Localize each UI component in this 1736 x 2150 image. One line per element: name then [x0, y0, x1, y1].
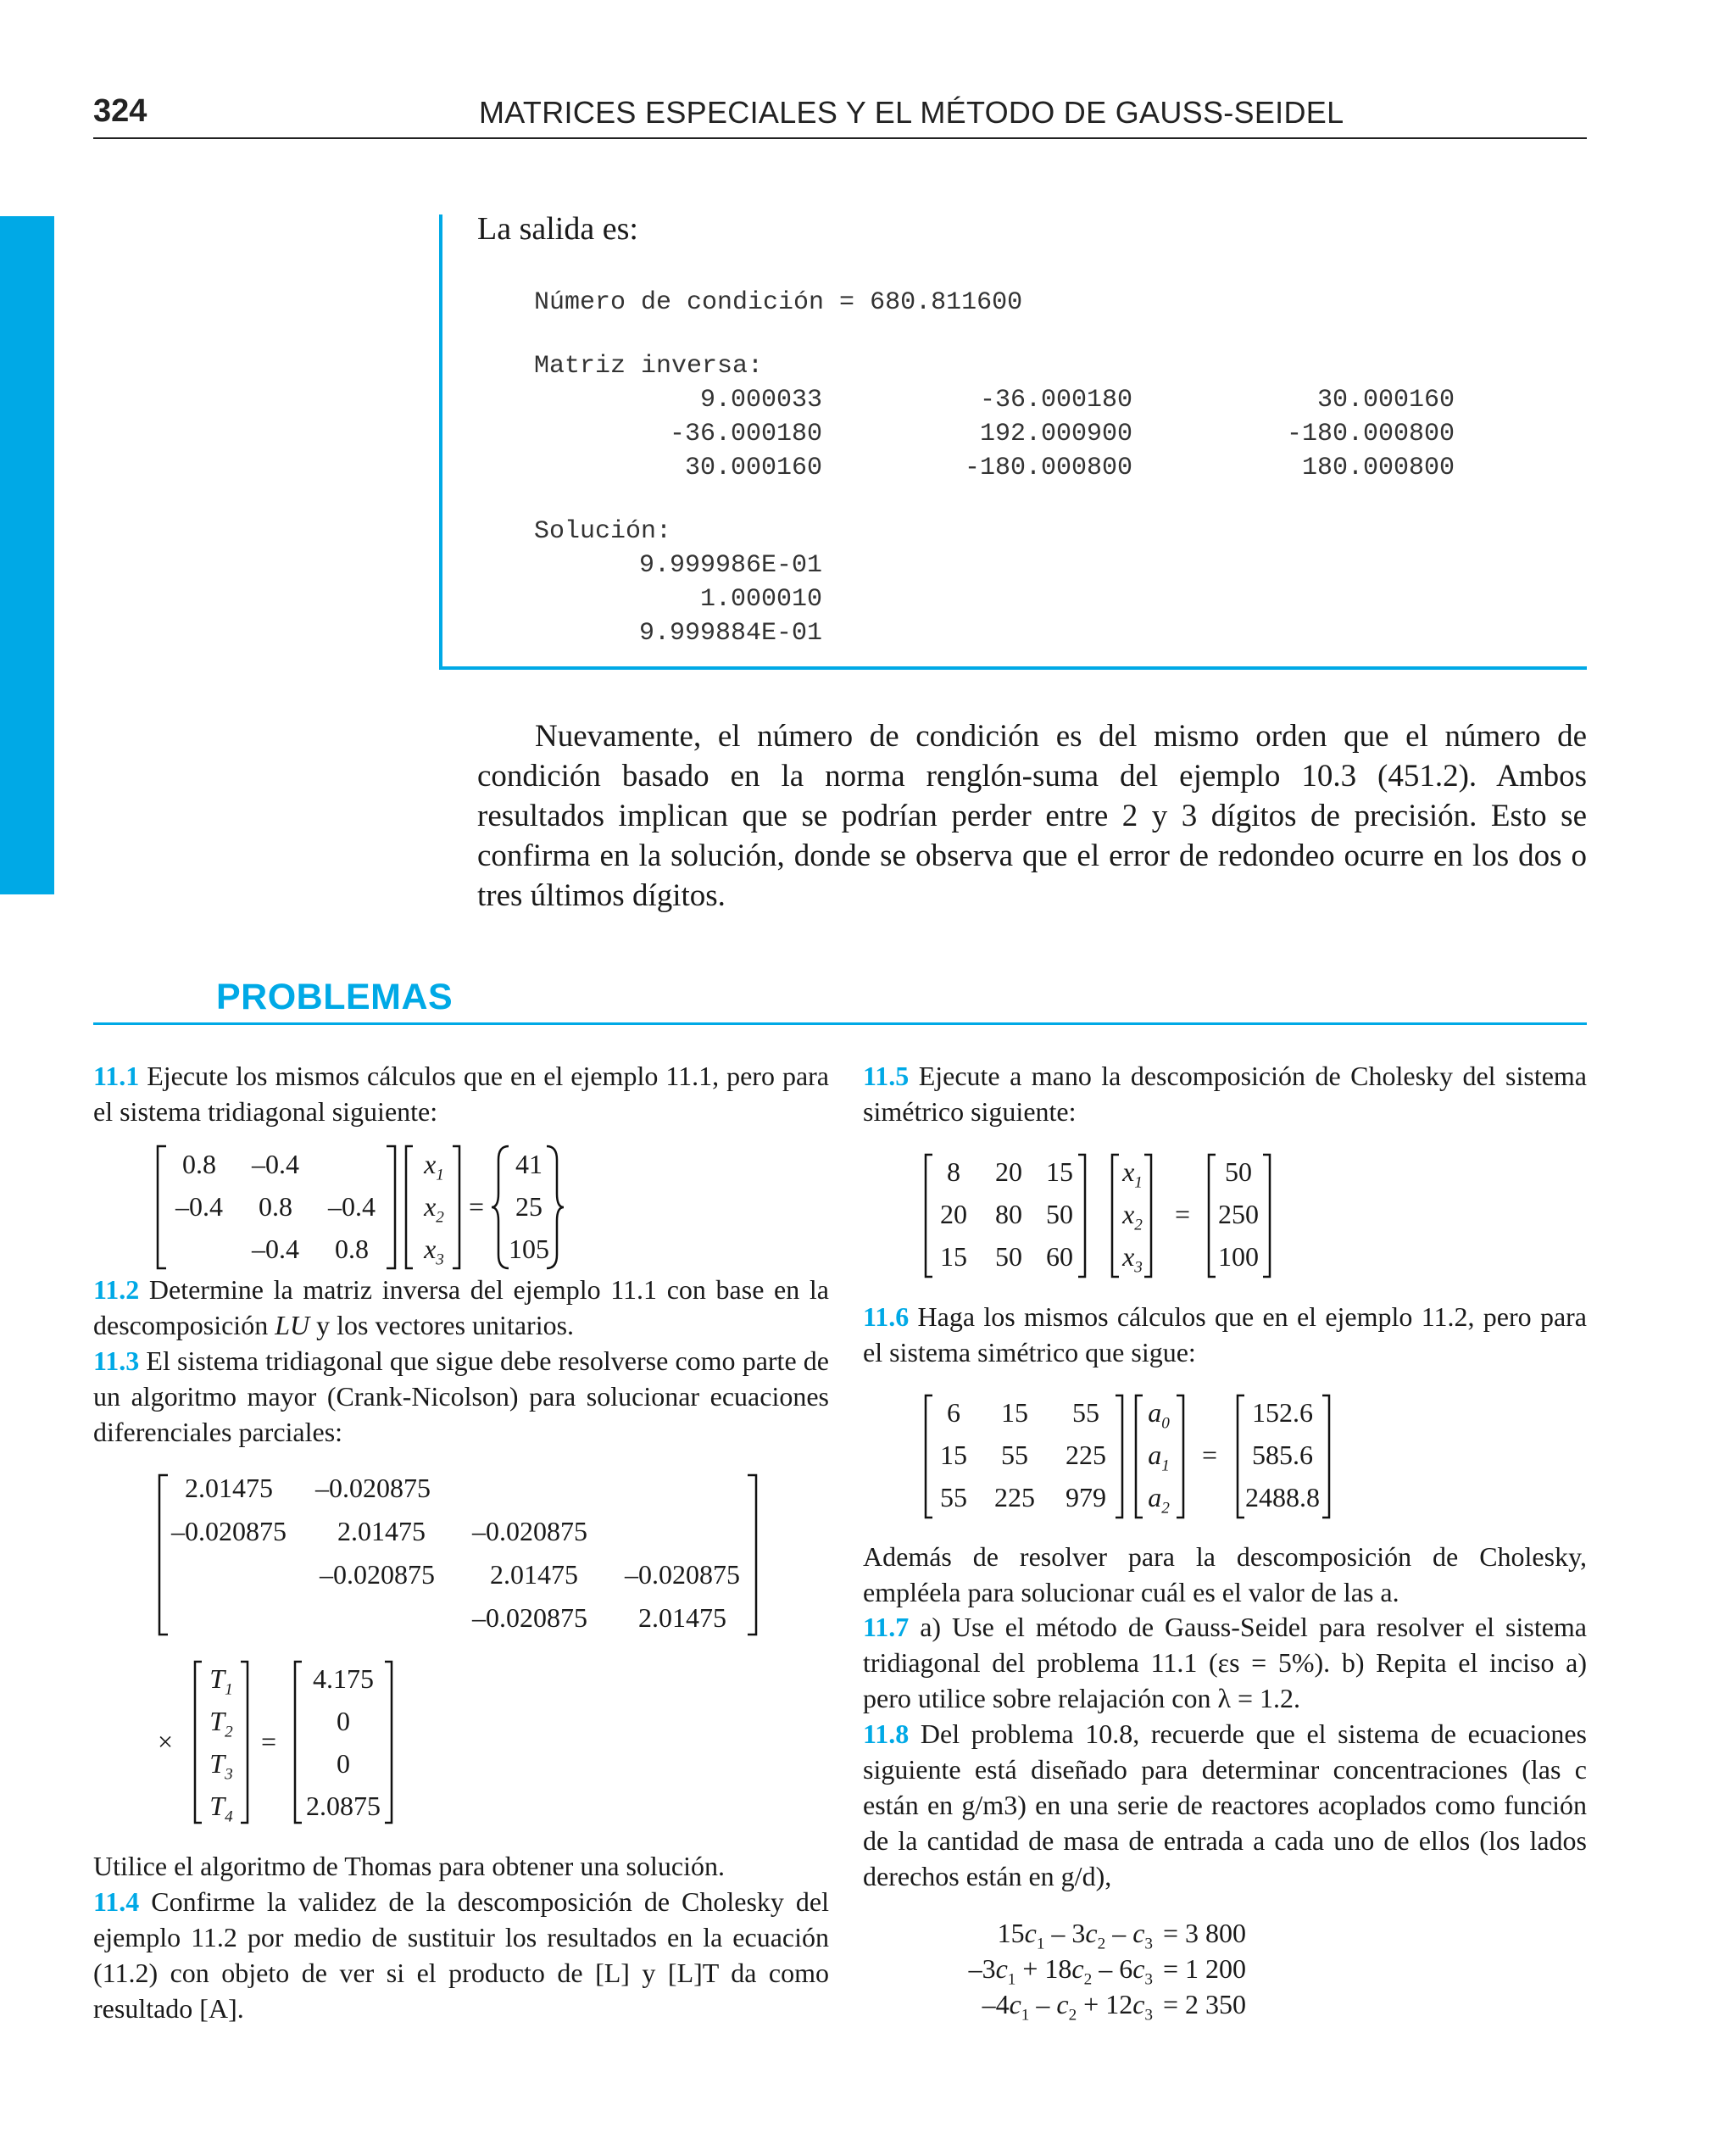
- matrix-cell: 0.8: [259, 1191, 292, 1222]
- solution-label: Solución:: [534, 517, 672, 546]
- matrix-cell: 2.01475: [337, 1516, 426, 1546]
- vector-unknown: $T_3$: [209, 1748, 233, 1784]
- matrix-cell: 55: [1001, 1440, 1028, 1470]
- matrix-cell: 50: [1046, 1199, 1073, 1229]
- matrix-cell: 15: [1001, 1397, 1028, 1428]
- inverse-cell: -36.000180: [669, 420, 822, 448]
- problem-text: Ejecute a mano la descomposición de Cholesky del sistema simétrico siguiente:: [863, 1061, 1587, 1127]
- problem-number: 11.1: [93, 1061, 140, 1091]
- vector-unknown: $x_2$: [424, 1191, 444, 1227]
- matrix-cell: 2.01475: [490, 1559, 578, 1590]
- equals-sign: =: [1174, 1199, 1191, 1229]
- matrix-cell: 2.01475: [185, 1473, 273, 1503]
- vector-unknown: $x_1$: [1122, 1156, 1143, 1192]
- section-title: PROBLEMAS: [216, 977, 453, 1017]
- matrix-cell: 2.01475: [638, 1602, 726, 1633]
- vector-unknown: $x_3$: [424, 1234, 444, 1269]
- problem-text: y los vectores unitarios.: [309, 1310, 575, 1340]
- matrix-cell: 20: [940, 1199, 967, 1229]
- matrix-cell: 225: [994, 1482, 1035, 1512]
- matrix-cell: 15: [940, 1440, 967, 1470]
- matrix-cell: 6: [947, 1397, 960, 1428]
- problem-11-7: [863, 1609, 1587, 1716]
- problem-number: 11.3: [93, 1345, 140, 1376]
- vector-unknown: $T_1$: [209, 1663, 233, 1699]
- matrix-cell: 55: [1072, 1397, 1099, 1428]
- matrix-cell: 225: [1066, 1440, 1106, 1470]
- equals-sign: =: [1201, 1440, 1218, 1470]
- equation-rhs: = 1 200: [1163, 1953, 1247, 1984]
- problem-text: Ejecute los mismos cálculos que en el ejemplo 11.1, pero para el sistema tridiagonal siguiente:: [93, 1061, 830, 1127]
- problem-number: 11.5: [863, 1061, 910, 1091]
- rhs-value: 50: [1225, 1156, 1252, 1187]
- matrix-cell: –0.4: [252, 1149, 299, 1179]
- problem-text-italic: LU: [275, 1310, 310, 1340]
- problem-number: 11.7: [863, 1612, 910, 1642]
- problem-11-3-followup: Utilice el algoritmo de Thomas para obtener una solución.: [93, 1851, 725, 1881]
- rhs-value: 4.175: [313, 1663, 374, 1694]
- solution-value: 9.999884E-01: [638, 619, 822, 648]
- inverse-cell: 192.000900: [979, 420, 1132, 448]
- inverse-cell: 30.000160: [684, 454, 822, 482]
- equation-lhs: $-3c_1 + 18c_2 - 6c_3$: [968, 1953, 1153, 1989]
- inverse-cell: 180.000800: [1301, 454, 1455, 482]
- problem-number: 11.6: [863, 1301, 910, 1332]
- inverse-cell: 30.000160: [1316, 386, 1455, 415]
- equation-rhs: = 2 350: [1163, 1989, 1247, 2019]
- problem-text: Confirme la validez de la descomposición de Cholesky del ejemplo 11.2 por medio de sustituir los resultados en la ecuación (11.2) con objeto de ver si el producto de [L] y [L]T da como resultado [A].: [93, 1886, 830, 2024]
- body-paragraph: Nuevamente, el número de condición es del mismo orden que el número de condición basado en la norma renglón-suma del ejemplo 10.3 (451.2). Ambos resultados implican que se podrían perder entre 2 y 3 dígitos de precisión. Esto se confirma en la solución, donde se observa que el error de redondeo ocurre en los dos o tres últimos dígitos.: [477, 719, 1587, 913]
- matrix-cell: –0.020875: [315, 1473, 431, 1503]
- rhs-value: 100: [1218, 1241, 1259, 1272]
- rhs-value: 152.6: [1252, 1397, 1313, 1428]
- inverse-cell: -180.000800: [964, 454, 1132, 482]
- problem-text: El sistema tridiagonal que sigue debe resolverse como parte de un algoritmo mayor (Crank-Nicolson) para solucionar ecuaciones diferenciales parciales:: [93, 1345, 830, 1447]
- problem-text: a) Use el método de Gauss-Seidel para resolver el sistema tridiagonal del problema 11.1 (εs = 5%). b) Repita el inciso a) pero utilice sobre relajación con λ = 1.2.: [863, 1612, 1588, 1713]
- matrix-cell: 15: [940, 1241, 967, 1272]
- matrix-cell: –0.020875: [320, 1559, 435, 1590]
- rhs-value: 2488.8: [1245, 1482, 1320, 1512]
- rhs-value: 105: [509, 1234, 549, 1264]
- problem-text: Haga los mismos cálculos que en el ejemplo 11.2, pero para el sistema simétrico que sigue:: [863, 1301, 1588, 1367]
- matrix-cell: –0.4: [328, 1191, 376, 1222]
- inverse-label: Matriz inversa:: [534, 352, 764, 381]
- problem-11-8: [863, 1716, 1587, 1894]
- matrix-cell: –0.020875: [625, 1559, 740, 1590]
- problem-number: 11.4: [93, 1886, 140, 1917]
- rhs-value: 250: [1218, 1199, 1259, 1229]
- matrix-cell: –0.4: [252, 1234, 299, 1264]
- equation-lhs: $-4c_1 - c_2 + 12c_3$: [982, 1989, 1153, 2025]
- page-number: 324: [93, 93, 147, 129]
- vector-unknown: $x_1$: [424, 1149, 444, 1184]
- rhs-value: 25: [515, 1191, 542, 1222]
- vector-unknown: $T_2$: [209, 1706, 233, 1741]
- output-label: La salida es:: [477, 211, 638, 247]
- times-sign: ×: [157, 1726, 174, 1757]
- problem-number: 11.8: [863, 1718, 910, 1749]
- matrix-cell: 20: [995, 1156, 1022, 1187]
- matrix-cell: 979: [1066, 1482, 1106, 1512]
- inverse-cell: 9.000033: [699, 386, 822, 415]
- rhs-value: 0: [337, 1706, 350, 1736]
- vector-unknown: $x_3$: [1122, 1241, 1143, 1277]
- problem-text: Determine la matriz inversa del ejemplo 11.1 con base en la descomposición: [93, 1274, 830, 1340]
- equation-lhs: $15c_1 - 3c_2 - c_3$: [997, 1918, 1153, 1953]
- matrix-cell: 0.8: [335, 1234, 369, 1264]
- matrix-cell: –0.4: [175, 1191, 223, 1222]
- inverse-cell: -36.000180: [979, 386, 1132, 415]
- rhs-value: 41: [515, 1149, 542, 1179]
- problem-number: 11.2: [93, 1274, 140, 1305]
- equals-sign: =: [260, 1726, 277, 1757]
- running-title: MATRICES ESPECIALES Y EL MÉTODO DE GAUSS-SEIDEL: [479, 95, 1344, 130]
- problem-text: Del problema 10.8, recuerde que el sistema de ecuaciones siguiente está diseñado para determinar concentraciones (las c están en g/m3) en una serie de reactores acoplados como función de la cantidad de masa de entrada a cada uno de ellos (los lados derechos están en g/d),: [863, 1718, 1588, 1891]
- rhs-value: 0: [337, 1748, 350, 1779]
- rhs-value: 585.6: [1252, 1440, 1313, 1470]
- vector-unknown: $x_2$: [1122, 1199, 1143, 1234]
- matrix-cell: –0.020875: [472, 1602, 587, 1633]
- rhs-value: 2.0875: [306, 1791, 381, 1821]
- matrix-cell: 0.8: [182, 1149, 216, 1179]
- matrix-cell: 50: [995, 1241, 1022, 1272]
- equals-sign: =: [468, 1191, 485, 1222]
- vector-unknown: $T_4$: [209, 1791, 233, 1826]
- vector-unknown: $a_0$: [1148, 1397, 1170, 1433]
- equation-rhs: = 3 800: [1163, 1918, 1247, 1948]
- matrix-cell: –0.020875: [171, 1516, 287, 1546]
- matrix-cell: 55: [940, 1482, 967, 1512]
- matrix-cell: 15: [1046, 1156, 1073, 1187]
- matrix-cell: –0.020875: [472, 1516, 587, 1546]
- solution-value: 9.999986E-01: [638, 551, 822, 580]
- solution-value: 1.000010: [699, 585, 822, 614]
- matrix-cell: 80: [995, 1199, 1022, 1229]
- condition-number-line: Número de condición = 680.811600: [534, 288, 1023, 317]
- inverse-cell: -180.000800: [1286, 420, 1455, 448]
- vector-unknown: $a_2$: [1148, 1482, 1170, 1518]
- problem-11-6-followup: Además de resolver para la descomposición de Cholesky, empléela para solucionar cuál es el valor de las a.: [863, 1541, 1587, 1607]
- matrix-cell: 8: [947, 1156, 960, 1187]
- matrix-cell: 60: [1046, 1241, 1073, 1272]
- vector-unknown: $a_1$: [1148, 1440, 1170, 1475]
